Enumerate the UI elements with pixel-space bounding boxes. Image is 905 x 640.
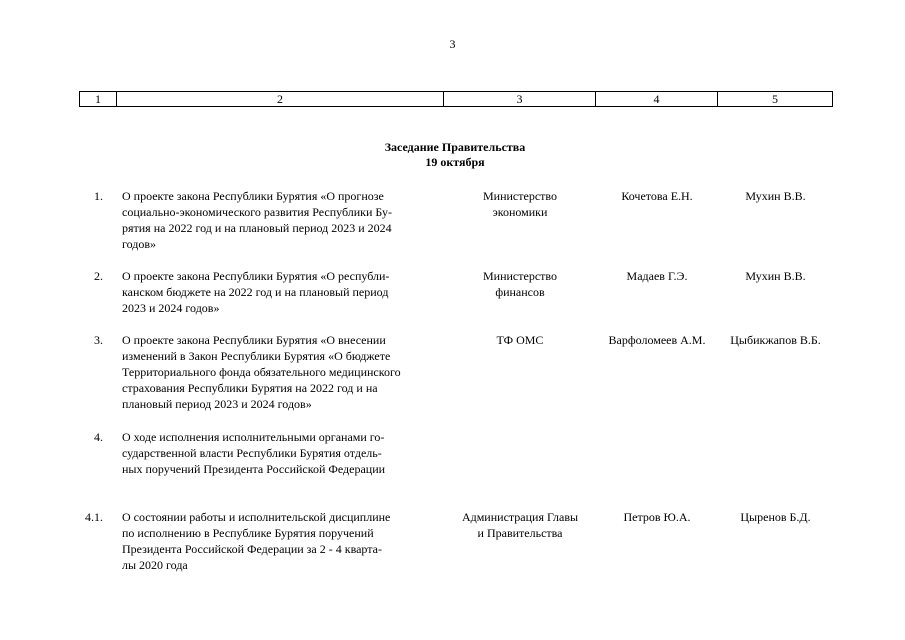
row-organization xyxy=(444,332,596,348)
row-responsible: Мадаев Г.Э. xyxy=(626,269,688,283)
row-text-line: О состоянии работы и исполнительской дисциплине xyxy=(122,510,391,524)
row-organization xyxy=(444,188,596,220)
row-text-line: О проекте закона Республики Бурятия «О республи- xyxy=(122,269,390,283)
row-org-line: ТФ ОМС xyxy=(496,333,544,347)
row-text-line: страхования Республики Бурятия на 2022 год и на xyxy=(122,381,378,395)
row-text-line: лы 2020 года xyxy=(122,558,188,572)
row-text xyxy=(122,332,438,412)
column-header-2: 2 xyxy=(117,92,444,107)
row-org-line: Министерство xyxy=(483,189,557,203)
column-header-5: 5 xyxy=(718,92,833,107)
row-text-line: канском бюджете на 2022 год и на плановый период xyxy=(122,285,389,299)
row-text-line: 2023 и 2024 годов» xyxy=(122,301,220,315)
column-header-row xyxy=(80,92,833,107)
row-supervisor: Мухин В.В. xyxy=(745,189,806,203)
row-supervisor: Цыренов Б.Д. xyxy=(740,510,811,524)
row-organization xyxy=(444,268,596,300)
row-text xyxy=(122,429,438,477)
row-text-line: сударственной власти Республики Бурятия отдель- xyxy=(122,446,382,460)
row-text xyxy=(122,188,438,252)
row-text-line: плановый период 2023 и 2024 годов» xyxy=(122,397,312,411)
row-org-line: Администрация Главы xyxy=(461,510,579,524)
row-text xyxy=(122,268,438,316)
section-heading xyxy=(340,140,570,170)
row-org-line: экономики xyxy=(492,205,548,219)
column-header-3: 3 xyxy=(444,92,596,107)
row-supervisor: Мухин В.В. xyxy=(745,269,806,283)
column-header-4: 4 xyxy=(596,92,718,107)
row-text-line: Президента Российской Федерации за 2 - 4 кварта- xyxy=(122,542,382,556)
row-number: 2. xyxy=(94,269,103,283)
row-text-line: О проекте закона Республики Бурятия «О прогнозе xyxy=(122,189,384,203)
row-organization xyxy=(444,509,596,541)
column-header-table xyxy=(79,91,833,107)
row-text-line: Территориального фонда обязательного медицинского xyxy=(122,365,401,379)
row-number: 4. xyxy=(94,430,103,444)
row-text xyxy=(122,509,438,573)
row-number: 4.1. xyxy=(85,510,103,524)
row-responsible: Петров Ю.А. xyxy=(623,510,691,524)
row-responsible: Варфоломеев А.М. xyxy=(608,333,706,347)
column-header-1: 1 xyxy=(80,92,117,107)
row-number: 3. xyxy=(94,333,103,347)
row-text-line: рятия на 2022 год и на плановый период 2023 и 2024 xyxy=(122,221,392,235)
row-text-line: О ходе исполнения исполнительными органами го- xyxy=(122,430,385,444)
section-title: Заседание Правительства xyxy=(384,140,526,154)
row-org-line: финансов xyxy=(495,285,545,299)
row-text-line: годов» xyxy=(122,237,157,251)
row-org-line: и Правительства xyxy=(477,526,563,540)
row-text-line: изменений в Закон Республики Бурятия «О бюджете xyxy=(122,349,391,363)
page-number: 3 xyxy=(449,37,456,51)
section-date: 19 октября xyxy=(425,155,485,169)
row-responsible: Кочетова Е.Н. xyxy=(621,189,693,203)
row-org-line: Министерство xyxy=(483,269,557,283)
row-number: 1. xyxy=(94,189,103,203)
row-text-line: ных поручений Президента Российской Федерации xyxy=(122,462,386,476)
row-text-line: О проекте закона Республики Бурятия «О внесении xyxy=(122,333,386,347)
row-text-line: по исполнению в Республике Бурятия поручений xyxy=(122,526,374,540)
row-supervisor: Цыбикжапов В.Б. xyxy=(730,333,821,347)
row-text-line: социально-экономического развития Республики Бу- xyxy=(122,205,393,219)
